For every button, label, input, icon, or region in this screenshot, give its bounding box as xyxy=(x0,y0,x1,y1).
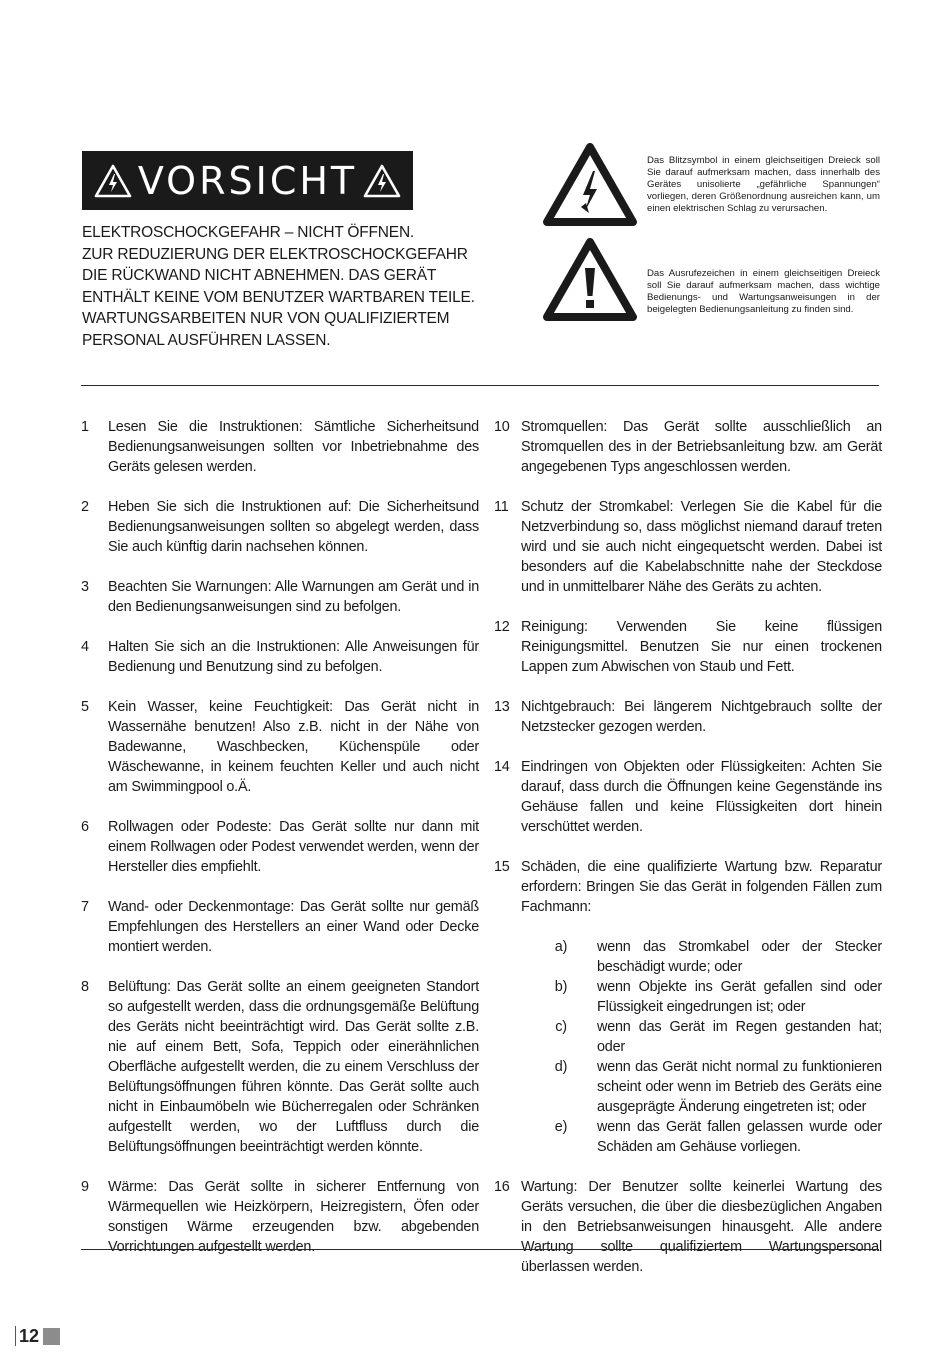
item-text: Wand- oder Deckenmontage: Das Gerät sollte nur gemäß Empfehlungen des Herstellers an einer Wand oder Decke montiert werden. xyxy=(108,899,479,955)
item-number: 7 xyxy=(81,899,89,915)
item-number: 16 xyxy=(494,1179,510,1195)
caution-line: WARTUNGSARBEITEN NUR VON QUALIFIZIERTEM xyxy=(82,310,450,327)
caution-line: PERSONAL AUSFÜHREN LASSEN. xyxy=(82,331,331,349)
caution-text xyxy=(82,222,475,351)
exclamation-description: Das Ausrufezeichen in einem gleichseitigen Dreieck soll Sie darauf aufmerksam machen, dass wichtige Bedienungs- und Wartungsanweisungen in der beigelegten Bedienungsanleitung zu finden sind. xyxy=(647,268,880,316)
instruction-item xyxy=(81,637,479,677)
caution-line: DIE RÜCKWAND NICHT ABNEHMEN. DAS GERÄT xyxy=(82,267,437,284)
instruction-item xyxy=(81,977,479,1157)
instruction-item xyxy=(494,1177,882,1277)
sublist-letter: e) xyxy=(554,1119,568,1135)
lightning-description: Das Blitzsymbol in einem gleichseitigen Dreieck soll Sie darauf aufmerksam machen, dass innerhalb des Gerätes unisolierte „gefährliche Spannungen“ vorliegen, deren Größenordnung ausreichen kann, um einen elektrischen Schlag zu verursachen. xyxy=(647,155,880,215)
item-number: 5 xyxy=(81,699,89,715)
page-footer xyxy=(15,1325,60,1347)
sublist-item xyxy=(544,1117,882,1157)
item-number: 4 xyxy=(81,639,89,655)
caution-line: ELEKTROSCHOCKGEFAHR – NICHT ÖFFNEN. xyxy=(82,224,415,241)
lightning-triangle-icon xyxy=(363,164,401,198)
item-number: 10 xyxy=(494,419,510,435)
sublist-item xyxy=(544,937,882,977)
item-number: 1 xyxy=(81,419,89,435)
item-number: 13 xyxy=(494,699,510,715)
instruction-item xyxy=(81,897,479,957)
page-number: 12 xyxy=(19,1325,40,1346)
item-text: Heben Sie sich die Instruktionen auf: Die Sicherheitsund Bedienungsanweisungen sollten so abgelegt werden, dass Sie auch künftig darin nachsehen können. xyxy=(108,499,479,555)
item-text: Schutz der Stromkabel: Verlegen Sie die Kabel für die Netzverbindung so, dass möglichst niemand darauf treten wird und sie auch nicht eingequetscht werden. Dabei ist besonders auf die Kabelabschnitte nahe der Steckdose und in unmittelbarer Nähe des Geräts zu achten. xyxy=(521,499,882,595)
sublist-letter: a) xyxy=(554,939,568,955)
instructions-right-column xyxy=(494,417,882,1297)
caution-line: ENTHÄLT KEINE VOM BENUTZER WARTBAREN TEILE. xyxy=(82,288,475,306)
item-text: Schäden, die eine qualifizierte Wartung bzw. Reparatur erfordern: Bringen Sie das Gerät in folgenden Fällen zum Fachmann: xyxy=(521,859,882,915)
item-text: Rollwagen oder Podeste: Das Gerät sollte nur dann mit einem Rollwagen oder Podest verwendet werden, wenn der Hersteller dies empfiehlt. xyxy=(108,819,479,875)
sublist-letter: d) xyxy=(554,1059,568,1075)
item-number: 3 xyxy=(81,579,89,595)
instruction-item xyxy=(81,697,479,797)
item-text: Halten Sie sich an die Instruktionen: Alle Anweisungen für Bedienung und Benutzung sind zu befolgen. xyxy=(108,639,479,675)
item-number: 8 xyxy=(81,979,89,995)
sublist-item xyxy=(544,1017,882,1057)
item-number: 15 xyxy=(494,859,510,875)
item-text: Belüftung: Das Gerät sollte an einem geeigneten Standort so aufgestellt werden, dass die ordnungsgemäße Belüftung des Geräts nicht beeinträchtigt wird. Das Gerät sollte z.B. nie auf einem Bett, Sofa, Teppich oder einerähnlichen Oberfläche aufgestellt werden, die zu einem Verschluss der Belüftungsöffnungen führen könnte. Das Gerät sollte auch nicht in Einbaumöbeln wie Bücherregalen oder Schränken aufgestellt werden, wo der Luftfluss durch die Belüftungsöffnungen beeinträchtigt werden könnte. xyxy=(108,979,479,1155)
instructions-left-column xyxy=(81,417,479,1277)
item-text: Nichtgebrauch: Bei längerem Nichtgebrauch sollte der Netzstecker gezogen werden. xyxy=(521,699,882,735)
item-text: Stromquellen: Das Gerät sollte ausschließlich an Stromquellen des in der Betriebsanleitung bzw. am Gerät angegebenen Typs angeschlossen werden. xyxy=(521,419,882,475)
sublist-item xyxy=(544,1057,882,1117)
damage-sublist xyxy=(544,937,882,1157)
instruction-item xyxy=(494,417,882,477)
instruction-item xyxy=(81,417,479,477)
item-number: 6 xyxy=(81,819,89,835)
divider-top xyxy=(81,385,879,386)
sublist-text: wenn das Gerät im Regen gestanden hat; oder xyxy=(597,1019,882,1055)
item-number: 14 xyxy=(494,759,510,775)
sublist-text: wenn Objekte ins Gerät gefallen sind oder Flüssigkeit eingedrungen ist; oder xyxy=(597,979,882,1015)
item-text: Beachten Sie Warnungen: Alle Warnungen am Gerät und in den Bedienungsanweisungen sind zu befolgen. xyxy=(108,579,479,615)
instruction-item xyxy=(81,497,479,557)
item-text: Wartung: Der Benutzer sollte keinerlei Wartung des Geräts versuchen, die über die diesbezüglichen Angaben in den Betriebsanweisungen hinausgeht. Alle andere Wartung sollte qualifiziertem Wartungspersonal überlassen werden. xyxy=(521,1179,882,1275)
instruction-item xyxy=(494,857,882,1157)
item-number: 12 xyxy=(494,619,510,635)
sublist-letter: c) xyxy=(555,1019,567,1035)
instruction-item xyxy=(494,697,882,737)
instruction-item xyxy=(494,757,882,837)
instruction-item xyxy=(81,1177,479,1257)
lightning-triangle-icon xyxy=(94,164,132,198)
exclamation-triangle-icon xyxy=(543,238,637,321)
banner-title: VORSICHT xyxy=(137,158,358,203)
divider-bottom xyxy=(81,1249,879,1250)
lightning-triangle-icon xyxy=(543,143,637,226)
item-text: Eindringen von Objekten oder Flüssigkeiten: Achten Sie darauf, dass durch die Öffnungen keine Gegenstände ins Gehäuse fallen und keine Flüssigkeiten dort hinein verschüttet werden. xyxy=(521,759,882,835)
item-number: 11 xyxy=(494,499,509,515)
page-marker xyxy=(43,1328,60,1345)
item-text: Reinigung: Verwenden Sie keine flüssigen Reinigungsmittel. Benutzen Sie nur einen trockenen Lappen zum Abwischen von Staub und Fett. xyxy=(521,619,882,675)
sublist-text: wenn das Stromkabel oder der Stecker beschädigt wurde; oder xyxy=(597,939,882,975)
instruction-item xyxy=(81,577,479,617)
footer-bar xyxy=(15,1326,16,1346)
item-text: Lesen Sie die Instruktionen: Sämtliche Sicherheitsund Bedienungsanweisungen sollten vor Inbetriebnahme des Geräts gelesen werden. xyxy=(108,419,479,475)
item-number: 2 xyxy=(81,499,89,515)
item-text: Wärme: Das Gerät sollte in sicherer Entfernung von Wärmequellen wie Heizkörpern, Heizregistern, Öfen oder sonstigen Wärme erzeugenden bzw. abgebenden Vorrichtungen aufgestellt werden. xyxy=(108,1179,479,1255)
item-text: Kein Wasser, keine Feuchtigkeit: Das Gerät nicht in Wassernähe benutzen! Also z.B. nicht in der Nähe von Badewanne, Waschbecken, Küchenspüle oder Wäschewanne, in keinem feuchten Keller und auch nicht am Swimmingpool o.Ä. xyxy=(108,699,479,795)
sublist-item xyxy=(544,977,882,1017)
instruction-item xyxy=(81,817,479,877)
item-number: 9 xyxy=(81,1179,89,1195)
caution-banner xyxy=(82,151,413,210)
sublist-text: wenn das Gerät fallen gelassen wurde oder Schäden am Gehäuse vorliegen. xyxy=(597,1119,882,1155)
sublist-text: wenn das Gerät nicht normal zu funktionieren scheint oder wenn im Betrieb des Geräts eine ausgeprägte Änderung eingetreten ist; oder xyxy=(597,1059,882,1115)
caution-line: ZUR REDUZIERUNG DER ELEKTROSCHOCKGEFAHR xyxy=(82,245,468,263)
instruction-item xyxy=(494,617,882,677)
instruction-item xyxy=(494,497,882,597)
sublist-letter: b) xyxy=(554,979,568,995)
